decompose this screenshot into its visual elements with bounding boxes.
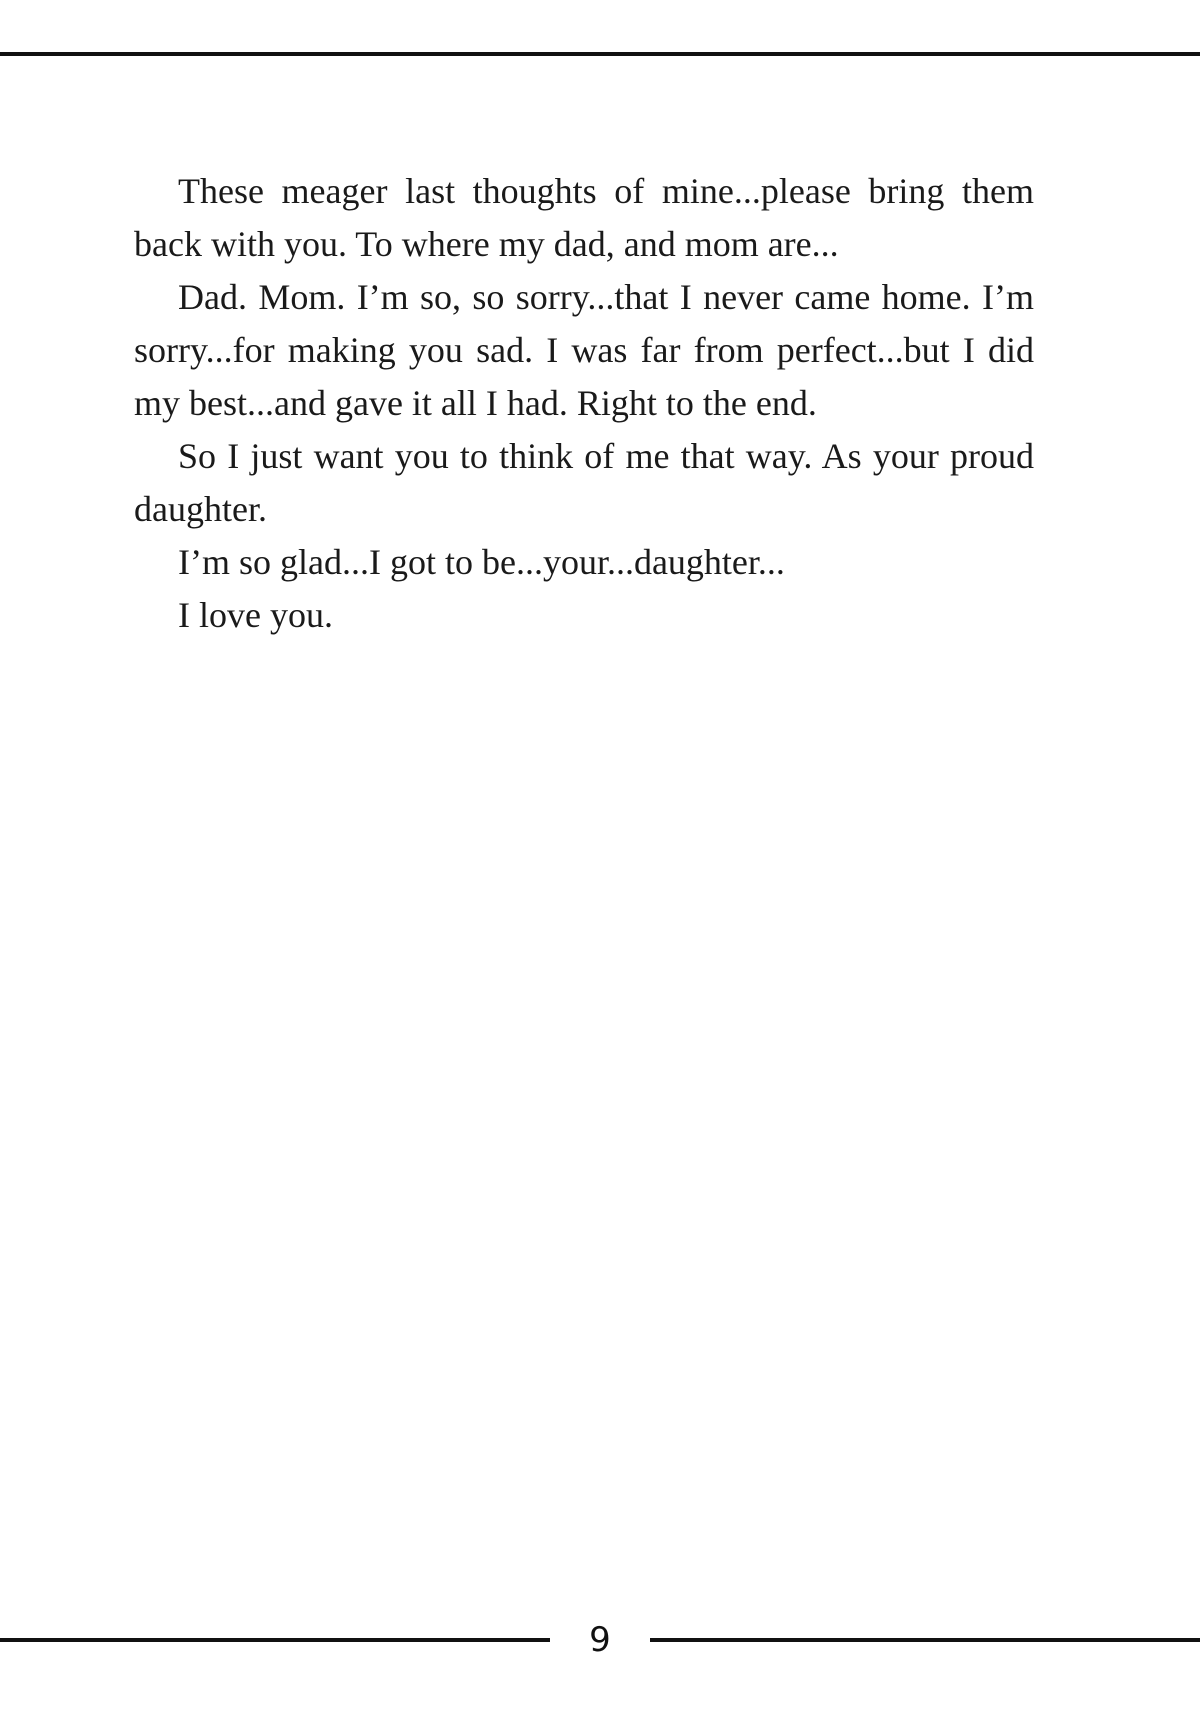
footer-rule-left [0, 1638, 550, 1642]
page-footer [0, 1620, 1200, 1660]
paragraph: Dad. Mom. I’m so, so sorry...that I never came home. I’m sorry...for making you sad. I was far from perfect...but I did my best...and gave it all I had. Right to the end. [134, 277, 1034, 423]
paragraph: These meager last thoughts of mine...please bring them back with you. To where my dad, and mom are... [134, 171, 1034, 264]
paragraph: I’m so glad...I got to be...your...daughter... [178, 542, 785, 582]
page-number: 9 [589, 1620, 611, 1660]
footer-rule-right [650, 1638, 1200, 1642]
paragraph: So I just want you to think of me that way. As your proud daughter. [134, 436, 1034, 529]
header-rule [0, 52, 1200, 56]
body-text [134, 165, 1034, 642]
paragraph: I love you. [178, 595, 333, 635]
